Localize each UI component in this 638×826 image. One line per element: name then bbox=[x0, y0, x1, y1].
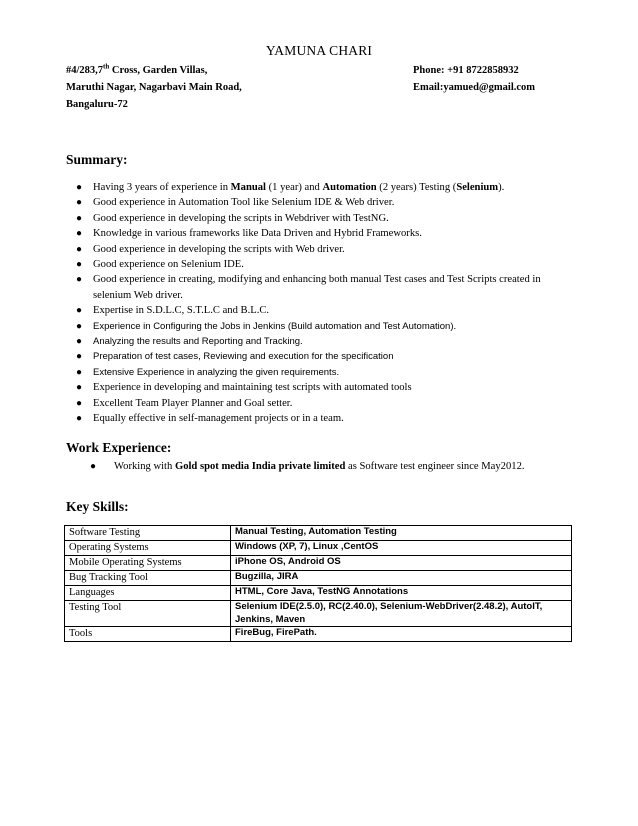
bullet-icon: ● bbox=[76, 182, 83, 193]
summary-heading: Summary: bbox=[66, 152, 128, 167]
summary-item: ● Good experience in developing the scripts with Web driver. bbox=[76, 242, 576, 257]
skill-value: Windows (XP, 7), Linux ,CentOS bbox=[231, 541, 572, 556]
table-row bbox=[65, 556, 572, 571]
bullet-icon: ● bbox=[76, 259, 83, 271]
summary-item: ● Having 3 years of experience in Manual (1 year) and Automation (2 years) Testing (Selenium). bbox=[76, 180, 576, 195]
contact-block bbox=[413, 62, 535, 96]
bullet-icon: ● bbox=[76, 336, 83, 348]
summary-item: ● Expertise in S.D.L.C, S.T.L.C and B.L.C. bbox=[76, 303, 576, 318]
bullet-icon: ● bbox=[76, 212, 83, 224]
table-row bbox=[65, 541, 572, 556]
work-list bbox=[90, 459, 610, 474]
summary-item: ● Preparation of test cases, Reviewing and execution for the specification bbox=[76, 349, 576, 364]
bullet-icon: ● bbox=[76, 320, 83, 332]
work-item: ● Working with Gold spot media India private limited as Software test engineer since May2012. bbox=[90, 459, 610, 474]
bullet-icon: ● bbox=[76, 228, 83, 240]
summary-item: ● Experience in Configuring the Jobs in Jenkins (Build automation and Test Automation). bbox=[76, 319, 576, 334]
address-line-2: Maruthi Nagar, Nagarbavi Main Road, bbox=[66, 82, 242, 93]
summary-item: ● Analyzing the results and Reporting and Tracking. bbox=[76, 334, 576, 349]
skill-value: iPhone OS, Android OS bbox=[231, 556, 572, 571]
summary-item: ● Extensive Experience in analyzing the given requirements. bbox=[76, 365, 576, 380]
skill-value: Manual Testing, Automation Testing bbox=[231, 526, 572, 541]
summary-item: ● Knowledge in various frameworks like Data Driven and Hybrid Frameworks. bbox=[76, 226, 576, 241]
summary-item: ● Equally effective in self-management projects or in a team. bbox=[76, 411, 576, 426]
skill-category: Tools bbox=[65, 627, 231, 642]
skill-category: Bug Tracking Tool bbox=[65, 571, 231, 586]
table-row bbox=[65, 627, 572, 642]
bullet-icon: ● bbox=[76, 382, 83, 394]
summary-list bbox=[76, 180, 576, 427]
bullet-icon: ● bbox=[76, 197, 83, 209]
table-row bbox=[65, 526, 572, 541]
skill-value: Selenium IDE(2.5.0), RC(2.40.0), Selenium-WebDriver(2.48.2), AutoIT, Jenkins, Maven bbox=[231, 601, 572, 627]
bullet-icon: ● bbox=[76, 351, 83, 363]
skill-value: Bugzilla, JIRA bbox=[231, 571, 572, 586]
skill-category: Languages bbox=[65, 586, 231, 601]
resume-name: YAMUNA CHARI bbox=[265, 43, 373, 58]
key-skills-table bbox=[64, 525, 572, 642]
bullet-icon: ● bbox=[76, 305, 83, 317]
bullet-icon: ● bbox=[76, 413, 83, 425]
work-experience-heading: Work Experience: bbox=[66, 440, 172, 455]
summary-item: ● Good experience in creating, modifying and enhancing both manual Test cases and Test Scripts created in selenium Web driver. bbox=[76, 274, 541, 301]
skill-category: Mobile Operating Systems bbox=[65, 556, 231, 571]
bullet-icon: ● bbox=[76, 366, 83, 378]
bullet-icon: ● bbox=[90, 461, 97, 472]
address-line-1: #4/283,7th Cross, Garden Villas, bbox=[66, 62, 208, 76]
bullet-icon: ● bbox=[76, 397, 83, 409]
skill-category: Operating Systems bbox=[65, 541, 231, 556]
bullet-icon: ● bbox=[76, 274, 83, 286]
summary-item: ● Experience in developing and maintaining test scripts with automated tools bbox=[76, 380, 576, 395]
summary-item: ● Excellent Team Player Planner and Goal setter. bbox=[76, 396, 576, 411]
summary-item: ● Good experience in Automation Tool like Selenium IDE & Web driver. bbox=[76, 195, 576, 210]
summary-item: ● Good experience in developing the scripts in Webdriver with TestNG. bbox=[76, 211, 576, 226]
phone-text: Phone: +91 8722858932 bbox=[413, 65, 519, 76]
skill-category: Software Testing bbox=[65, 526, 231, 541]
key-skills-heading: Key Skills: bbox=[66, 499, 129, 514]
address-line-3: Bangaluru-72 bbox=[66, 99, 128, 110]
table-row bbox=[65, 586, 572, 601]
bullet-icon: ● bbox=[76, 243, 83, 255]
skill-category: Testing Tool bbox=[65, 601, 231, 627]
skill-value: FireBug, FirePath. bbox=[231, 627, 572, 642]
skill-value: HTML, Core Java, TestNG Annotations bbox=[231, 586, 572, 601]
address-block bbox=[66, 62, 242, 113]
summary-item: ● Good experience on Selenium IDE. bbox=[76, 257, 576, 272]
table-row bbox=[65, 571, 572, 586]
email-text: Email:yamued@gmail.com bbox=[413, 82, 536, 93]
table-row bbox=[65, 601, 572, 627]
